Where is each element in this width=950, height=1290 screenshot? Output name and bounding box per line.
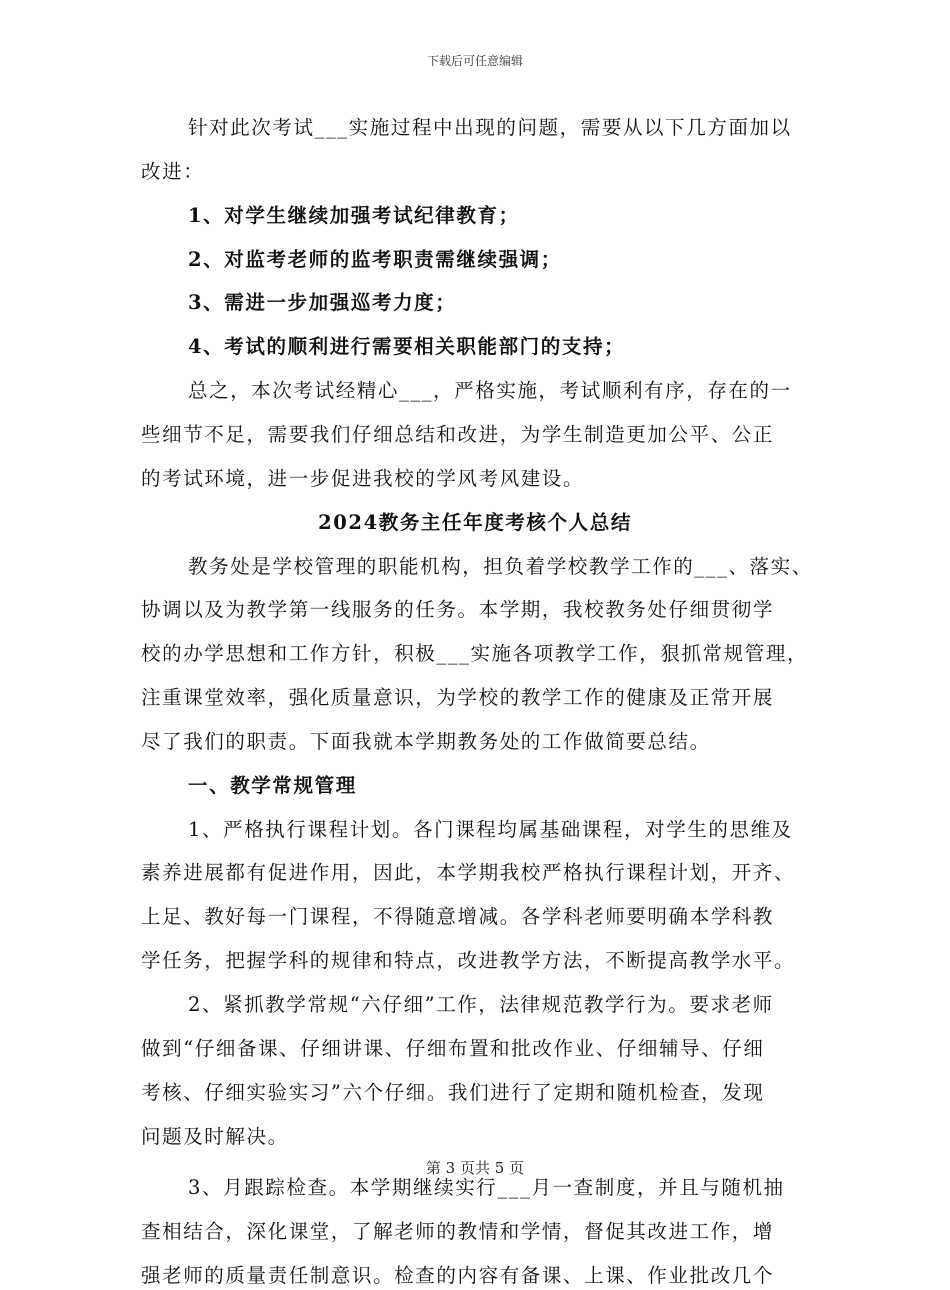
- paragraph-line: 尽了我们的职责。下面我就本学期教务处的工作做简要总结。: [141, 729, 711, 753]
- page-footer: 第 3 页共 5 页: [425, 1159, 525, 1177]
- paragraph-line: 学任务，把握学科的规律和特点，改进教学方法，不断提高教学水平。: [141, 949, 796, 973]
- list-item: 4、考试的顺利进行需要相关职能部门的支持；: [188, 335, 626, 359]
- paragraph-line: 协调以及为教学第一线服务的任务。本学期，我校教务处仔细贯彻学: [141, 598, 775, 622]
- paragraph-line: 问题及时解决。: [141, 1124, 289, 1148]
- paragraph-line: 针对此次考试___实施过程中出现的问题，需要从以下几方面加以: [188, 116, 792, 139]
- list-item: 3、需进一步加强巡考力度；: [188, 291, 457, 315]
- list-item: 1、对学生继续加强考试纪律教育；: [188, 203, 520, 227]
- document-title: 2024教务主任年度考核个人总结: [318, 510, 632, 534]
- paragraph-line: 做到“仔细备课、仔细讲课、仔细布置和批改作业、仔细辅导、仔细: [141, 1036, 765, 1060]
- paragraph-line: 素养进展都有促进作用，因此，本学期我校严格执行课程计划，开齐、: [141, 861, 796, 885]
- paragraph-line: 3、月跟踪检查。本学期继续实行___月一查制度，并且与随机抽: [188, 1176, 785, 1200]
- paragraph-line: 改进：: [141, 159, 205, 183]
- page-header: 下载后可任意编辑: [426, 54, 523, 68]
- paragraph-line: 上足、教好每一门课程，不得随意增减。各学科老师要明确本学科教: [141, 905, 775, 929]
- paragraph-line: 2、紧抓教学常规“六仔细”工作，法律规范教学行为。要求老师: [188, 993, 774, 1016]
- paragraph-line: 教务处是学校管理的职能机构，担负着学校教学工作的___、落实、: [188, 554, 813, 578]
- paragraph-line: 查相结合，深化课堂，了解老师的教情和学情，督促其改进工作，增: [141, 1220, 775, 1244]
- paragraph-line: 1、严格执行课程计划。各门课程均属基础课程，对学生的思维及: [188, 817, 793, 841]
- paragraph-line: 强老师的质量责任制意识。检查的内容有备课、上课、作业批改几个: [141, 1264, 775, 1288]
- paragraph-line: 考核、仔细实验实习”六个仔细。我们进行了定期和随机检查，发现: [141, 1080, 765, 1104]
- paragraph-line: 总之，本次考试经精心___，严格实施，考试顺利有序，存在的一: [188, 379, 792, 403]
- list-item: 2、对监考老师的监考职责需继续强调；: [188, 247, 562, 271]
- paragraph-line: 些细节不足，需要我们仔细总结和改进，为学生制造更加公平、公正: [141, 422, 775, 446]
- paragraph-line: 注重课堂效率，强化质量意识，为学校的教学工作的健康及正常开展: [141, 686, 775, 710]
- section-heading: 一、教学常规管理: [188, 773, 357, 797]
- paragraph-line: 的考试环境，进一步促进我校的学风考风建设。: [141, 466, 585, 490]
- paragraph-line: 校的办学思想和工作方针，积极___实施各项教学工作，狠抓常规管理，: [141, 642, 809, 666]
